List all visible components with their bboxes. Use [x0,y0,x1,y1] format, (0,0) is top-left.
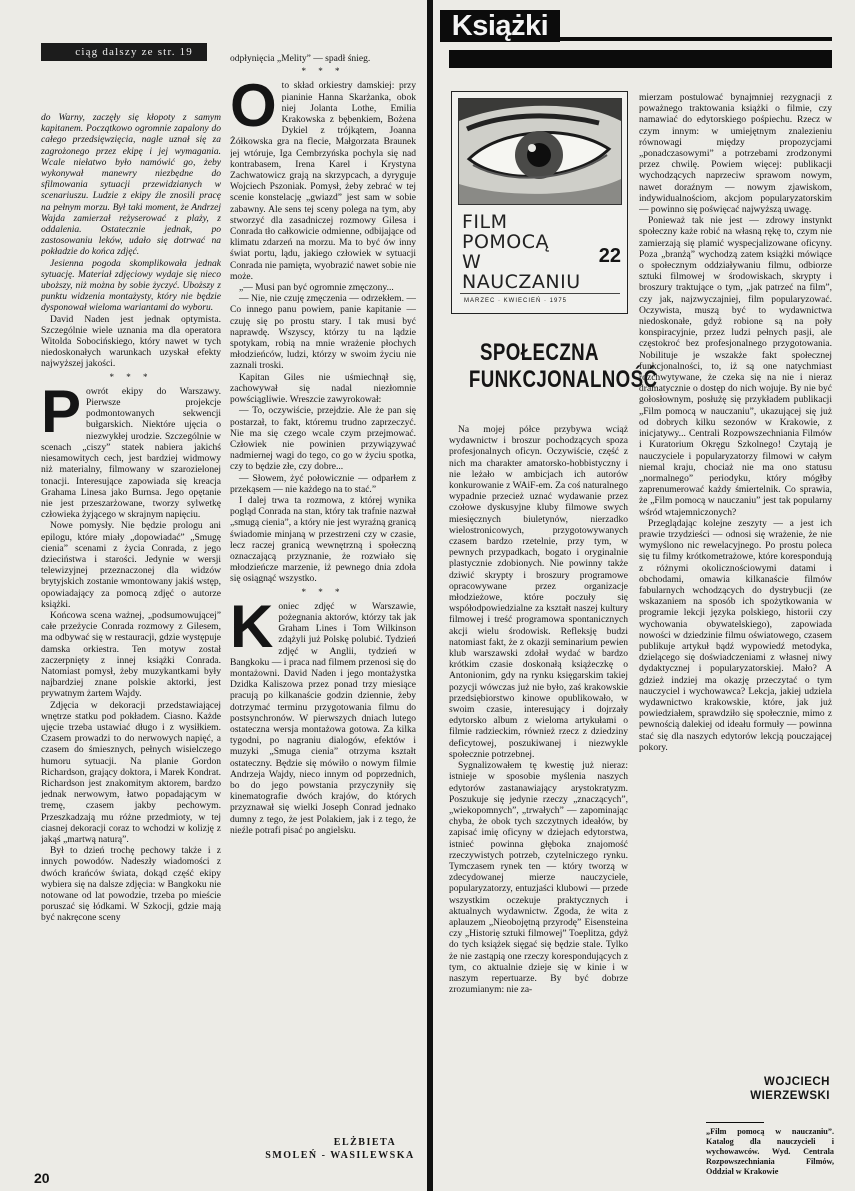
paragraph: Kapitan Giles nie uśmiechnął się, zachowywał się nadal niezłomnie powściągliwie. Wreszcie zawyrokował: [230,371,416,406]
right-article-author [700,1075,830,1103]
header-rule-thick [449,50,832,68]
paragraph: I dalej trwa ta rozmowa, z której wynika pogląd Conrada na stan, który tak trafnie nazwał „smugą cienia”, a który nie jest wyraźną granicą świadomie minjaną w przestrzeni czy w czasie, lecz raczej granicą wewnętrzną i społeczną oznaczającą przyznanie, że rozwiało się młodzieńcze marzenie, iż pewnego dnia zdoła się osiągnąć wszystko. [230,494,416,585]
paragraph: mierzam postulować bynajmniej rezygnacji z poważnego traktowania książki o filmie, czy namawiać do edytorskiego pośpiechu. Rzecz w czym innym: w umiejętnym znalezieniu równowagi między propozycjami „ponadczasowymi” a potrzebami zrodzonymi przez chwilę. Powiem więcej: publikacji wychodzących naprzeciw sprawom nowym, nawet doraźnym — nowym zjawiskom, indywidualnościom, akcjom popularyzatorskim — powinno się poświęcać najwyższą uwagę. [639,92,832,216]
paragraph: Końcowa scena ważnej, „podsumowującej” całe przeżycie Conrada rozmowy z Gilesem, ma odbywać się w restauracji, gdzie występuje damska orkiestra. Ten motyw został zaczerpnięty z innej książki Conrada. Natomiast pomysł, żeby muzykantkami były najbardziej znane polskie aktorki, jest prywatnym żartem Wajdy. [41,609,221,700]
page-number: 20 [34,1170,50,1186]
paragraph: — Słowem, żyć połowicznie — odparłem z przekąsem — nie każdego na to stać.” [230,472,416,495]
paragraph: Ponieważ tak nie jest — zdrowy instynkt społeczny każe robić na własną rękę to, czym nie zamierzają się plamić wyspecjalizowane oficyny. Poza „branżą” wychodzą zatem książki mówiące o społecznym oddziaływaniu filmu, odbiorze sztuki filmowej w środowiskach, skrypty i broszury traktujące o tym, „jak patrzeć na film”, czy jak, najzwyczajniej, film popularyzować. Oczywista, muszą być to wydawnictwa niedoskonałe, gdyż robione są na poły konspiracyjnie, przez ludzi pełnych pasji, ale częstokroć bez profesjonalnego przygotowania. Nobilituje je wszakże fakt społecznej funkcjonalności, to, iż są one natychmiast rozchwytywane, że czeka się na nie i nieraz dramatycznie o dostęp do nich wojuje. By nie być gołosłownym, posłużę się przykładem publikacji „Film pomocą w nauczaniu”, ukazującej się już od dobrych kilku sezonów w Krakowie, z inicjatywy... Centrali Rozpowszechniania Filmów i Kuratorium Okręgu Szkolnego! Czytają je nauczyciele i popularyzatorzy filmowi w całym niemal kraju, chociaż nie ma ono statusu „normalnego” periodyku, który mógłby zaprenumerować każdy śmiertelnik. Co sprawia, że „Film pomocą w nauczaniu” jest tak popularny wśród wtajemniczonych? [639,215,832,518]
paragraph: — Nie, nie czuję zmęczenia — odrzekłem. — Co innego panu powiem, panie kapitanie — czuję się po prostu stary. I tak musi być naprawdę. Wszyscy, którzy tu na lądzie spotykam, robią na mnie wrażenie płochych młodzieńców, ludzi, którzy w swoim życiu nie zaznali troski. [230,293,416,372]
continued-text: ciąg dalszy ze str. 19 [75,46,193,58]
byline-first-name: ELŻBIETA [333,1137,397,1148]
continued-from-label [41,43,207,61]
cover-date: MARZEC · KWIECIEŃ · 1975 [464,298,568,304]
book-cover [451,91,628,314]
drop-cap: K [230,592,274,660]
paragraph-dropcap [230,72,416,282]
author-last-name: WIERZEWSKI [750,1090,830,1102]
paragraph-dropcap [41,377,221,521]
eye-photo [458,98,622,205]
header-rule-thin [560,37,832,41]
headline-line: FUNKCJONALNOŚĆ [468,366,658,393]
section-title: Książki [451,9,549,42]
left-article-byline [262,1136,418,1162]
paragraph: Jesienna pogoda skomplikowała jednak sytuację. Materiał zdjęciowy wydaje się nieco uboższy, niż można by sobie życzyć. Uboższy z punktu widzenia montażysty, który nie będzie dysponował wieloma wariantami do wyboru. [41,257,221,314]
eye-illustration [459,99,621,204]
cover-title-line: NAUCZANIU [462,271,581,293]
cover-issue-number: 22 [598,245,621,267]
drop-cap: O [230,72,277,140]
paragraph: Zdjęcia w dekoracji przedstawiającej wnętrze statku pod pokładem. Ciasno. Każde ujęcie trzeba ustawiać długo i z wysiłkiem. Czasem prowadzi to do nerwowych napięć, a czasem do śmiesznych, pełnych wisielczego humoru sytuacji. Na planie Gordon Richardson, grający doktora, i Marek Kondrat. Richardson jest znakomitym aktorem, bardzo jednak nerwowym, łatwo popadającym w tremę, czasem jakby pechowym. Przeszkadzają mu różne przedmioty, w tej ciasnej dekoracji coraz to wchodzi w kolizję z jakąś „martwą naturą”. [41,699,221,845]
drop-cap: P [41,377,82,445]
paragraph-text: owrót ekipy do Warszawy. Pierwsze projekcje podmontowanych sekwencji bułgarskich. Niektóre ujęcia o niezwykłej urodzie. Szczególnie w scenach „ciszy” statek nabiera jakichś niesamowitych cech, jest bardziej widmowy niż materialny, filmowany w szarozielonej tonacji. Interesujące zapowiada się kreacja Grahama Linesa jako Burnsa. Jego opętanie nie jest przeszarżowane, tworzy sylwetkę człowieka żyjącego w skrajnym napięciu. [41,385,221,521]
paragraph: Był to dzień trochę pechowy także i z innych powodów. Nadeszły wiadomości z dwóch krańców świata, dokąd część ekipy wybiera się na dalsze zdjęcia: w Bangkoku nie notowane od lat powodzie, trzeba po mieście poruszać się łódkami. W Szkocji, gdzie mają być nakręcone sceny [41,845,221,924]
paragraph: — To, oczywiście, przejdzie. Ale że pan się postarzał, to fakt, któremu trudno zaprzeczyć. Nie ma się czego wcale czym przejmować. Człowiek nie powinien przywiązywać nadmiernej wagi do tego, co go w życiu spotka, czy to będzie złe, czy dobre... [230,405,416,473]
right-article-column-1 [449,424,628,1180]
section-divider-stars: * * * [301,66,345,77]
paragraph: Na mojej półce przybywa wciąż wydawnictw i broszur pochodzących spoza profesjonalnych oficyn. Oczywiście, część z nich ma charakter amatorsko-hobbistyczny i nie leżało w ambicjach ich autorów konkurowanie z WAiF-em. Za coś naturalnego wypadnie przecież uznać wydawanie przez czołowe dyskusyjne kluby filmowe swych miesięcznych biuletynów, nierzadko wielostronicowych, przygotowywanych czasem bardzo rzetelnie, przy tym, w pewnych przypadkach, bogato i oryginalnie plastycznie zdobionych. Nie powinny także dziwić skrypty i broszury programowe opracowywane przez organizacje młodzieżowe, które poczuły się współodpowiedzialne za kształt naszej kultury filmowej i treść programowa spontanicznych akcji wielu środowisk. Refleksję budzi natomiast fakt, że z okazji seminarium pewien klub warszawski zdołał wydać w bardzo krótkim czasie doskonałą książeczkę o Antonionim, gdy na rynku księgarskim takiej pozycji wówczas już nie było, zaś krakowskie przedsiębiorstwo kinowe opublikowało, w swoim czasie, interesujący i dojrzały edytorsko album z wielomа artykułami o filmie radzieckim, również rzecz z dziedziny deficytowej, poszukiwanej i niezwykle społecznie potrzebnej. [449,424,628,760]
column-divider-rule [427,0,433,1191]
paragraph: Sygnalizowałem tę kwestię już nieraz: istnieje w sposobie myślenia naszych edytorów zastanawiający arystokratyzm. Poszukuje się jedynie rzeczy „znaczących”, „wiekopomnych”, „trwałych” — zapominając chyba, że obok tych szczytnych ideałów, by zapisać imię oficyny w dziejach edytorstwa, istnieć powinna głęboka znajomość rzeczywistych potrzeb, czytelniczego rynku. Tymczasem rynek ten — który tworzą w zdecydowanej mierze nauczyciele, popularyzatorzy, entuzjaści klubowi — przede wszystkim oczekuje praktycznych i aktualnych wydawnictw. Zgoda, że wita z aplauzem „Nieobojętną przyrodę” Eisensteina czy „Historię sztuki filmowej” Toeplitza, gdyż do tych książek sięgać się będzie stale. Tylko że nie zastąpią one rzeczy korespondujących z tym, co aktualnie dzieje się w kinie i w naszym repertuarze. By być dobrze zrozumianym: nie za- [449,760,628,996]
paragraph: Nowe pomysły. Nie będzie prologu ani epilogu, które miały „dopowiadać” „Smugę cienia” scenami z życia Conrada, z jego dzieciństwa i starości. Jedynie w wersji telewizyjnej przeznaczonej dla widzów brytyjskich zostanie wmontowany jakiś wstęp, opowiadający za pomocą zdjęć o autorze książki. [41,520,221,610]
paragraph: do Warny, zaczęły się kłopoty z samym kapitanem. Początkowo ogromnie zapalony do całego przedsięwzięcia, nagle uznał się za zagrożonego przez ekipę i jej wymagania. Wcale niełatwo było namówić go, żeby wykonywał manewry niezbędne do sfilmowania sytuacji przewidzianych w scenariuszu. Ludzie z ekipy źle znosili pracę na pełnym morzu. Był taki moment, że Andrzej Wajda zamierzał reżyserować z plaży, z oddalenia. Ostatecznie jednak, po zastosowaniu leków, udało się dotrwać na pokładzie do końca zdjęć. [41,112,221,258]
section-header [440,10,560,42]
author-first-name: WOJCIECH [764,1076,830,1088]
paragraph: Przeglądając kolejne zeszyty — a jest ich prawie trzydzieści — odnosi się wrażenie, że nie wymyślono nic rewelacyjnego. Po prostu poleca się tu filmy krótkometrażowe, które korespondują z różnymi okolicznościowymi datami i obchodami, omawia kilkanaście filmów fabularnych wchodzących do dystrybucji (ze wskazaniem na sposób ich spożytkowania w programie lekcji języka polskiego, historii czy wychowania obywatelskiego), zapowiada nowości w dziedzinie filmu oświatowego, czasem publikuje artykuł bądź wypowiedź metodyka, dzielącego się doświadczeniami z własnej niwy dydaktycznej i popularyzatorskiej. Mało? A gdzież indziej ma okazję przeczytać o tym nauczyciel i wychowawca? Lekcja, jakiej udziela wydawnictwo krakowskie, które, jak już powiedziałem, sprawdziło się społecznie, mimo z pewnością dalekiej od ideału formuły — powinna stać się dla naszych edytorów lekcją pouczającej pokory. [639,517,832,753]
headline-line: SPOŁECZNA [480,339,599,366]
paragraph-dropcap [230,592,416,836]
footnote-rule [706,1122,764,1123]
cover-title-line: FILM [462,211,508,233]
book-footnote: „Film pomocą w nauczaniu”. Katalog dla nauczycieli i wychowawców. Wyd. Centrala Rozpowszechniania Filmów, Oddział w Krakowie [706,1127,834,1176]
section-divider-stars: * * * [109,371,153,382]
right-article-column-2 [639,92,832,772]
cover-title-line: W [462,251,482,273]
paragraph: David Naden jest jednak optymista. Szczególnie wiele uznania ma dla operatora Witolda Sobocińskiego, który nawet w tych niedoskonałych warunkach uzyskał efekty najwyższej jakości. [41,313,221,370]
paragraph-text: to skład orkiestry damskiej: przy pianinie Hanna Skarżanka, obok niej Jolanta Lothe, Emilia Krakowska z bębenkiem, Bożena Dykiel z trójkątem, Joanna Żółkowska gra na flecie, Małgorzata Braunek jej wtóruje, Iga Cembrzyńska pochyla się nad kontrabasem, Irena Karel i Krystyna Zachwatowicz grają na skrzypcach, a dyryguje Wojciech Pszoniak. Pomysł, żeby zebrać w tej scenie konstelację „gwiazd” jest sam w sobie zabawny. Ale sens tej sceny polega na tym, aby stworzyć dla zasadniczej rozmowy Gilesa i Conrada tło całkowicie odmienne, odbijające od klimatu zdarzeń na morzu. Ma to być ów inny świat portu, lądu, jakiego człowiek w sytuacji Conrada nie pamięta, wyobrazić nawet sobie nie może. [230,80,416,282]
paragraph: „— Musi pan być ogromnie zmęczony... [239,282,394,294]
article-headline [468,339,658,393]
left-article-column-2 [230,53,416,1053]
paragraph: odpłynięcia „Melity” — spadł śnieg. [230,53,371,64]
paragraph-text: oniec zdjęć w Warszawie, pożegnania aktorów, którzy tak jak Graham Lines i Tom Wilkinson zdążyli już Polskę polubić. Tydzień zdjęć w Anglii, tydzień w Bangkoku — i praca nad filmem przenosi się do montażowni. David Naden i jego montażystka Dzidka Kaliszowa przez ponad trzy miesiące pracują po kilkanaście godzin dziennie, żeby dotrzymać terminu przygotowania filmu do postsynchronów. W pierwszych dniach lutego ostateczna wersja montażowa gotowa. Za kilka tygodni, po nagraniu dialogów, efektów i muzyki „Smuga cienia” otrzyma kształt ostateczny. Będzie się mówiło o nowym filmie Andrzeja Wajdy, nieco innym od poprzednich, bo do jego powstania przyczyniły się kinematografie dwóch krajów, do których przyznawał się wielki Joseph Conrad jednako dumny z tego, że jest Polakiem, jak i z tego, że nieźle potrafi pisać po angielsku. [230,600,416,836]
cover-divider [460,293,620,294]
section-divider-stars: * * * [301,586,345,597]
cover-title-line: POMOCĄ [462,231,550,253]
byline-last-name: SMOLEŃ - WASILEWSKA [265,1150,415,1161]
left-article-column-1 [41,112,221,1170]
